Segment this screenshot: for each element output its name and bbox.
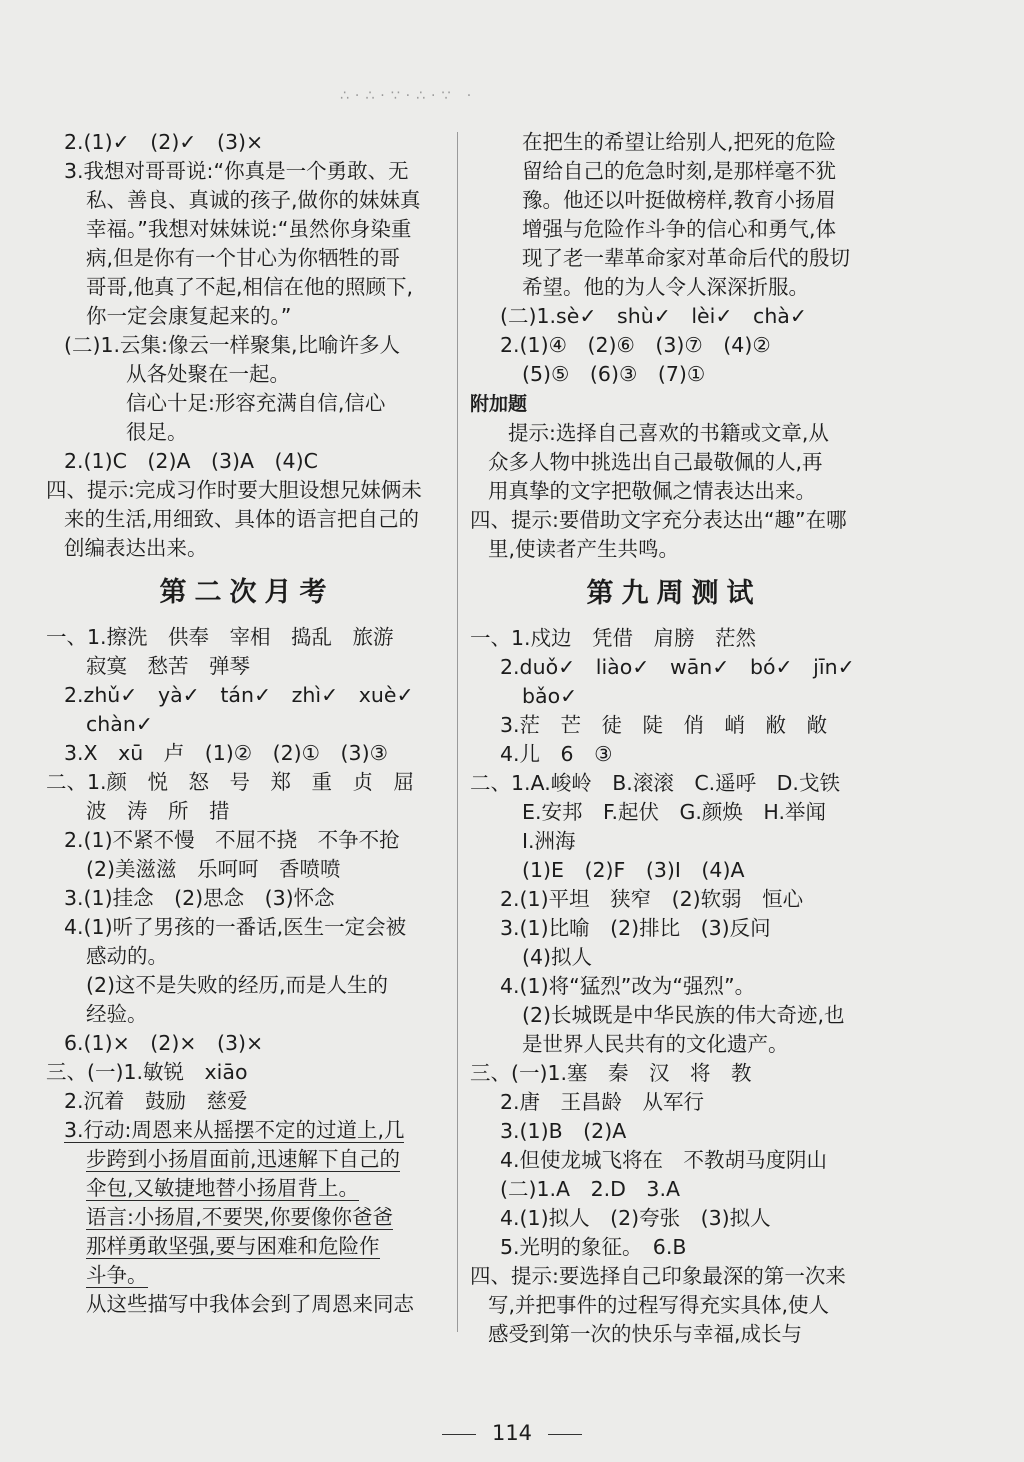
answer-text: 众多人物中挑选出自己最敬佩的人,再 bbox=[488, 450, 823, 474]
answer-line bbox=[470, 624, 878, 653]
answer-text: 感受到第一次的快乐与幸福,成长与 bbox=[488, 1322, 803, 1346]
answer-line bbox=[46, 826, 448, 855]
answer-line bbox=[470, 856, 878, 885]
answer-line bbox=[470, 653, 878, 682]
answer-text: 2.(1)④ (2)⑥ (3)⑦ (4)② bbox=[500, 333, 771, 357]
answer-line bbox=[46, 681, 448, 710]
answer-text: 用真挚的文字把敬佩之情表达出来。 bbox=[488, 479, 816, 503]
answer-line bbox=[46, 331, 448, 360]
answer-text: 伞包,又敏捷地替小扬眉背上。 bbox=[86, 1176, 360, 1200]
answer-line bbox=[470, 273, 878, 302]
answer-line bbox=[470, 360, 878, 389]
answer-text: 从这些描写中我体会到了周恩来同志 bbox=[86, 1292, 414, 1316]
answer-text: 很足。 bbox=[126, 420, 188, 444]
answer-line bbox=[470, 1088, 878, 1117]
answer-text: 寂寞 愁苦 弹琴 bbox=[86, 654, 250, 678]
answer-line bbox=[470, 711, 878, 740]
answer-text: 私、善良、真诚的孩子,做你的妹妹真 bbox=[86, 188, 421, 212]
answer-line bbox=[46, 623, 448, 652]
answer-text: 4.(1)拟人 (2)夸张 (3)拟人 bbox=[500, 1206, 771, 1230]
answer-line bbox=[46, 186, 448, 215]
answer-line bbox=[46, 534, 448, 563]
answer-line bbox=[46, 942, 448, 971]
answer-line bbox=[46, 1087, 448, 1116]
answer-line bbox=[46, 505, 448, 534]
answer-text: 3.(1)B (2)A bbox=[500, 1119, 627, 1143]
answer-line bbox=[470, 1204, 878, 1233]
answer-line bbox=[470, 331, 878, 360]
answer-text: 来的生活,用细致、具体的语言把自己的 bbox=[64, 507, 420, 531]
answer-line bbox=[470, 215, 878, 244]
answer-text: 斗争。 bbox=[86, 1263, 148, 1287]
answer-text: 一、1.擦洗 供奉 宰相 捣乱 旅游 bbox=[46, 625, 394, 649]
page-number: 114 bbox=[491, 1421, 533, 1445]
answer-text: 创编表达出来。 bbox=[64, 536, 208, 560]
answer-line bbox=[46, 273, 448, 302]
answer-text: 留给自己的危急时刻,是那样毫不犹 bbox=[522, 159, 837, 183]
answer-line bbox=[470, 827, 878, 856]
answer-line bbox=[46, 797, 448, 826]
section-label: 附加题 bbox=[470, 393, 528, 415]
answer-text: 增强与危险作斗争的信心和勇气,体 bbox=[522, 217, 837, 241]
answer-text: 经验。 bbox=[86, 1002, 148, 1026]
answer-line bbox=[46, 1029, 448, 1058]
answer-line bbox=[470, 1059, 878, 1088]
answer-text: 3.(1)比喻 (2)排比 (3)反问 bbox=[500, 916, 771, 940]
answer-text: 4.(1)听了男孩的一番话,医生一定会被 bbox=[64, 915, 407, 939]
left-column bbox=[46, 128, 448, 1319]
answer-line bbox=[470, 1117, 878, 1146]
answer-line bbox=[470, 682, 878, 711]
answer-text: 三、(一)1.塞 秦 汉 将 教 bbox=[470, 1061, 752, 1085]
answer-text: (5)⑤ (6)③ (7)① bbox=[522, 362, 706, 386]
answer-line bbox=[46, 1203, 448, 1232]
answer-text: 二、1.A.峻岭 B.滚滚 C.遥呼 D.戈铁 bbox=[470, 771, 840, 795]
answer-line bbox=[470, 769, 878, 798]
page-top-decoration: ∴·∴·∵·∴·∵ · bbox=[340, 88, 478, 104]
answer-line bbox=[470, 914, 878, 943]
right-column bbox=[470, 128, 878, 1349]
answer-text: 三、(一)1.敏锐 xiāo bbox=[46, 1060, 248, 1084]
answer-line bbox=[470, 885, 878, 914]
answer-line bbox=[46, 1058, 448, 1087]
answer-line bbox=[470, 419, 878, 448]
answer-line bbox=[46, 884, 448, 913]
answer-text: 四、提示:完成习作时要大胆设想兄妹俩未 bbox=[46, 478, 422, 502]
answer-text: (2)长城既是中华民族的伟大奇迹,也 bbox=[522, 1003, 845, 1027]
answer-line bbox=[470, 1175, 878, 1204]
answer-text: 从各处聚在一起。 bbox=[126, 362, 290, 386]
left-answers-bottom bbox=[46, 623, 448, 1319]
answer-line bbox=[470, 477, 878, 506]
answer-line bbox=[470, 1146, 878, 1175]
answer-line bbox=[470, 157, 878, 186]
answer-text: E.安邦 F.起伏 G.颜焕 H.举闻 bbox=[522, 800, 826, 824]
answer-line bbox=[46, 1174, 448, 1203]
answer-text: (4)拟人 bbox=[522, 945, 593, 969]
answer-text: 2.(1)不紧不慢 不屈不挠 不争不抢 bbox=[64, 828, 400, 852]
answer-text: 3.行动:周恩来从摇摆不定的过道上,几 bbox=[64, 1118, 405, 1142]
heading-second-monthly-exam: 第二次月考 bbox=[159, 577, 335, 608]
answer-text: 语言:小扬眉,不要哭,你要像你爸爸 bbox=[86, 1205, 393, 1229]
answer-line bbox=[46, 1145, 448, 1174]
answer-line bbox=[46, 1116, 448, 1145]
answer-text: (二)1.A 2.D 3.A bbox=[500, 1177, 681, 1201]
answer-line bbox=[46, 360, 448, 389]
answer-text: 现了老一辈革命家对革命后代的殷切 bbox=[522, 246, 850, 270]
answer-text: 2.沉着 鼓励 慈爱 bbox=[64, 1089, 248, 1113]
answer-line bbox=[470, 506, 878, 535]
answer-line bbox=[46, 768, 448, 797]
answer-text: 在把生的希望让给别人,把死的危险 bbox=[522, 130, 837, 154]
answer-line bbox=[470, 1320, 878, 1349]
answer-line bbox=[470, 1291, 878, 1320]
answer-line bbox=[46, 215, 448, 244]
answer-text: 是世界人民共有的文化遗产。 bbox=[522, 1032, 789, 1056]
answer-text: 信心十足:形容充满自信,信心 bbox=[126, 391, 386, 415]
answer-text: (1)E (2)F (3)I (4)A bbox=[522, 858, 745, 882]
answer-line bbox=[46, 128, 448, 157]
answer-line bbox=[46, 1261, 448, 1290]
answer-text: 波 涛 所 措 bbox=[86, 799, 230, 823]
answer-text: 提示:选择自己喜欢的书籍或文章,从 bbox=[508, 421, 829, 445]
answer-text: 病,但是你有一个甘心为你牺牲的哥 bbox=[86, 246, 401, 270]
answer-text: 6.(1)× (2)× (3)× bbox=[64, 1031, 264, 1055]
column-divider bbox=[457, 132, 458, 1332]
answer-text: 感动的。 bbox=[86, 944, 168, 968]
answer-line bbox=[46, 855, 448, 884]
answer-text: 2.(1)C (2)A (3)A (4)C bbox=[64, 449, 318, 473]
answer-line bbox=[470, 1233, 878, 1262]
answer-text: 那样勇敢坚强,要与困难和危险作 bbox=[86, 1234, 380, 1258]
page-number-dash-left bbox=[442, 1434, 476, 1435]
answer-line bbox=[46, 652, 448, 681]
answer-line bbox=[46, 1232, 448, 1261]
page-number-dash-right bbox=[548, 1434, 582, 1435]
answer-text: 4.儿 6 ③ bbox=[500, 742, 613, 766]
right-answers-bottom bbox=[470, 624, 878, 1349]
answer-line bbox=[46, 913, 448, 942]
answer-line bbox=[46, 302, 448, 331]
answer-line bbox=[470, 740, 878, 769]
answer-text: 二、1.颜 悦 怒 号 郑 重 贞 屈 bbox=[46, 770, 415, 794]
answer-text: (二)1.云集:像云一样聚集,比喻许多人 bbox=[64, 333, 400, 357]
answer-text: 2.唐 王昌龄 从军行 bbox=[500, 1090, 705, 1114]
answer-line bbox=[470, 128, 878, 157]
answer-line bbox=[46, 389, 448, 418]
heading-week-nine-test: 第九周测试 bbox=[586, 578, 762, 609]
answer-text: 3.我想对哥哥说:“你真是一个勇敢、无 bbox=[64, 159, 409, 183]
answer-text: chàn✓ bbox=[86, 712, 153, 736]
right-answers-top bbox=[470, 128, 878, 564]
answer-line bbox=[46, 157, 448, 186]
page-number-row bbox=[0, 1418, 1024, 1448]
answer-text: I.洲海 bbox=[522, 829, 576, 853]
answer-text: 豫。他还以叶挺做榜样,教育小扬眉 bbox=[522, 188, 837, 212]
answer-line bbox=[470, 244, 878, 273]
answer-text: 4.(1)将“猛烈”改为“强烈”。 bbox=[500, 974, 756, 998]
answer-text: 四、提示:要借助文字充分表达出“趣”在哪 bbox=[470, 508, 847, 532]
answer-text: 3.(1)挂念 (2)思念 (3)怀念 bbox=[64, 886, 335, 910]
answer-line bbox=[46, 739, 448, 768]
answer-line bbox=[46, 1290, 448, 1319]
answer-line bbox=[470, 1001, 878, 1030]
answer-line bbox=[470, 972, 878, 1001]
answer-text: (2)美滋滋 乐呵呵 香喷喷 bbox=[86, 857, 341, 881]
answer-text: bǎo✓ bbox=[522, 684, 578, 708]
answer-line bbox=[470, 448, 878, 477]
answer-text: 哥哥,他真了不起,相信在他的照顾下, bbox=[86, 275, 414, 299]
left-answers-top bbox=[46, 128, 448, 563]
answer-line bbox=[46, 476, 448, 505]
answer-text: 2.(1)平坦 狭窄 (2)软弱 恒心 bbox=[500, 887, 804, 911]
answer-text: 步跨到小扬眉面前,迅速解下自己的 bbox=[86, 1147, 401, 1171]
answer-text: 2.(1)✓ (2)✓ (3)× bbox=[64, 130, 264, 154]
answer-line bbox=[46, 710, 448, 739]
answer-line bbox=[470, 798, 878, 827]
answer-text: 2.zhǔ✓ yà✓ tán✓ zhì✓ xuè✓ bbox=[64, 683, 414, 707]
answer-line bbox=[46, 971, 448, 1000]
answer-text: 4.但使龙城飞将在 不教胡马度阴山 bbox=[500, 1148, 828, 1172]
answer-line bbox=[470, 302, 878, 331]
answer-text: 幸福。”我想对妹妹说:“虽然你身染重 bbox=[86, 217, 412, 241]
answer-text: 3.茫 芒 徒 陡 俏 峭 敝 敞 bbox=[500, 713, 828, 737]
answer-line bbox=[470, 943, 878, 972]
answer-line bbox=[470, 1262, 878, 1291]
answer-line bbox=[470, 1030, 878, 1059]
answer-line bbox=[470, 186, 878, 215]
answer-line bbox=[46, 1000, 448, 1029]
answer-text: (2)这不是失败的经历,而是人生的 bbox=[86, 973, 389, 997]
answer-text: (二)1.sè✓ shù✓ lèi✓ chà✓ bbox=[500, 304, 808, 328]
answer-line bbox=[46, 418, 448, 447]
answer-line bbox=[470, 389, 878, 419]
answer-line bbox=[470, 535, 878, 564]
answer-line bbox=[46, 244, 448, 273]
answer-text: 你一定会康复起来的。” bbox=[86, 304, 292, 328]
answer-text: 3.X xū 卢 (1)② (2)① (3)③ bbox=[64, 741, 388, 765]
answer-text: 写,并把事件的过程写得充实具体,使人 bbox=[488, 1293, 830, 1317]
answer-text: 里,使读者产生共鸣。 bbox=[488, 537, 680, 561]
answer-text: 希望。他的为人令人深深折服。 bbox=[522, 275, 809, 299]
answer-text: 一、1.戍边 凭借 肩膀 茫然 bbox=[470, 626, 757, 650]
answer-text: 2.duǒ✓ liào✓ wān✓ bó✓ jīn✓ bbox=[500, 655, 855, 679]
answer-line bbox=[46, 447, 448, 476]
answer-text: 5.光明的象征。 6.B bbox=[500, 1235, 687, 1259]
answer-text: 四、提示:要选择自己印象最深的第一次来 bbox=[470, 1264, 846, 1288]
